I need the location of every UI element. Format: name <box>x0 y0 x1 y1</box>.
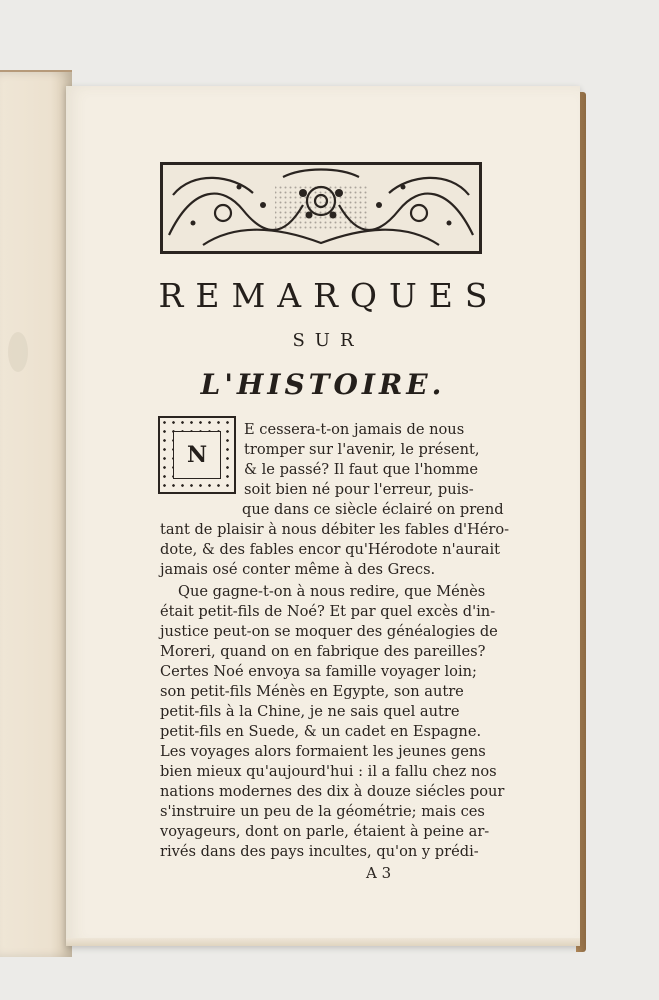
page-title: REMARQUES <box>158 276 500 315</box>
text-line: justice peut-on se moquer des généalogies de <box>160 623 498 640</box>
text-line: que dans ce siècle éclairé on prend <box>242 501 504 518</box>
text-line: Certes Noé envoya sa famille voyager loin; <box>160 663 477 680</box>
text-line: rivés dans des pays incultes, qu'on y prédi- <box>160 843 479 860</box>
book-page <box>66 86 580 946</box>
drop-initial: N <box>173 431 221 479</box>
text-line: dote, & des fables encor qu'Hérodote n'aurait <box>160 541 500 558</box>
text-line: soit bien né pour l'erreur, puis- <box>244 481 474 498</box>
text-line: était petit-fils de Noé? Et par quel excès d'in- <box>160 603 496 620</box>
text-line: tromper sur l'avenir, le présent, <box>244 441 480 458</box>
text-line: s'instruire un peu de la géométrie; mais ces <box>160 803 485 820</box>
text-line: Que gagne-t-on à nous redire, que Ménès <box>178 583 486 600</box>
left-page-edge <box>0 70 72 957</box>
headpiece-ornament-icon <box>163 165 479 251</box>
signature-mark: A 3 <box>366 864 392 882</box>
text-line: Moreri, quand on en fabrique des pareilles? <box>160 643 486 660</box>
text-line: son petit-fils Ménès en Egypte, son autre <box>160 683 464 700</box>
text-line: voyageurs, dont on parle, étaient à peine ar- <box>160 823 490 840</box>
page-subtitle: L'HISTOIRE. <box>200 368 446 401</box>
text-line: bien mieux qu'aujourd'hui : il a fallu chez nos <box>160 763 497 780</box>
text-line: & le passé? Il faut que l'homme <box>244 461 478 478</box>
text-line: Les voyages alors formaient les jeunes gens <box>160 743 486 760</box>
text-line: petit-fils en Suede, & un cadet en Espagne. <box>160 723 482 740</box>
drop-initial-frame <box>158 416 236 494</box>
text-line: tant de plaisir à nous débiter les fables d'Héro- <box>160 521 510 538</box>
text-line: E cessera-t-on jamais de nous <box>244 421 465 438</box>
text-line: nations modernes des dix à douze siécles pour <box>160 783 505 800</box>
ornamental-headpiece <box>160 162 482 254</box>
text-line: jamais osé conter même à des Grecs. <box>160 561 436 578</box>
title-connector: SUR <box>292 330 364 351</box>
page-stain <box>8 332 28 372</box>
text-line: petit-fils à la Chine, je ne sais quel autre <box>160 703 460 720</box>
